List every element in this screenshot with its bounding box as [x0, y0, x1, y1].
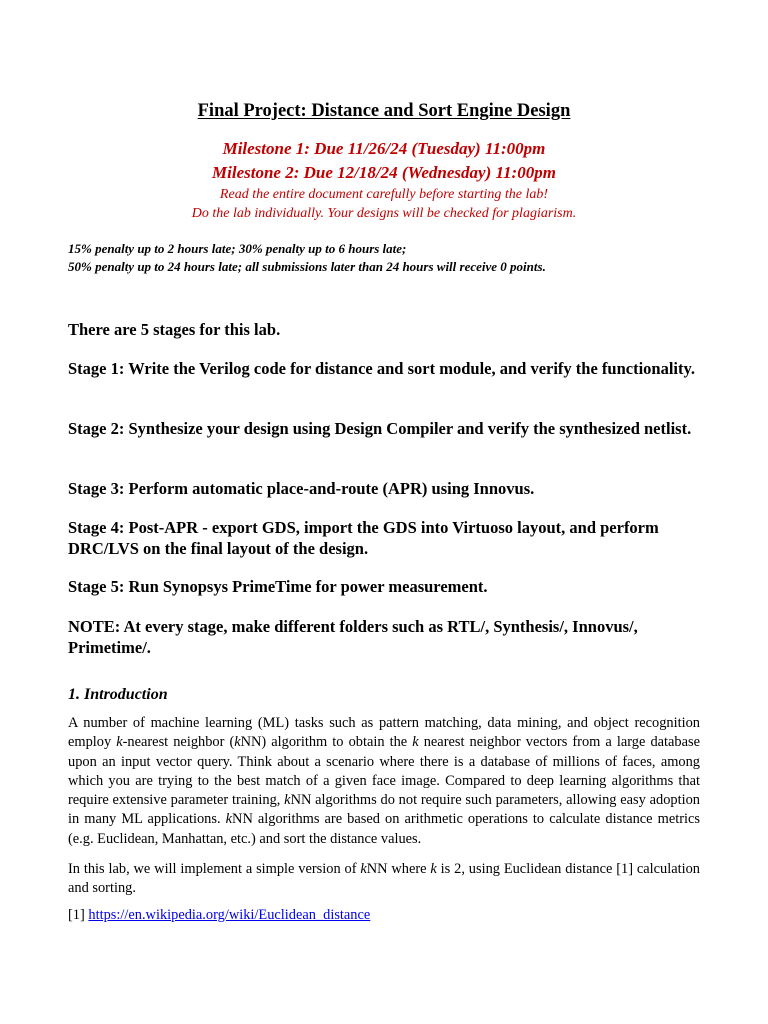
stage-3: Stage 3: Perform automatic place-and-route (APR) using Innovus.	[68, 479, 535, 498]
stage-2: Stage 2: Synthesize your design using Design Compiler and verify the synthesized netlist.	[68, 419, 692, 438]
milestone-2: Milestone 2: Due 12/18/24 (Wednesday) 11:00pm	[212, 163, 556, 182]
stage-5: Stage 5: Run Synopsys PrimeTime for power measurement.	[68, 577, 488, 596]
page-title: Final Project: Distance and Sort Engine Design	[197, 101, 571, 121]
introduction-heading: 1. Introduction	[68, 686, 168, 703]
stage-4: Stage 4: Post-APR - export GDS, import the GDS into Virtuoso layout, and perform DRC/LVS on the final layout of the design.	[68, 518, 659, 558]
reference-line	[68, 906, 700, 925]
introduction-paragraph-2: In this lab, we will implement a simple version of kNN where k is 2, using Euclidean distance [1] calculation and sorting.	[68, 861, 700, 897]
milestone-1: Milestone 1: Due 11/26/24 (Tuesday) 11:00pm	[222, 139, 546, 158]
penalty-line-1: 15% penalty up to 2 hours late; 30% penalty up to 6 hours late;	[68, 241, 407, 256]
introduction-paragraph-1: A number of machine learning (ML) tasks such as pattern matching, data mining, and object recognition employ k-nearest neighbor (kNN) algorithm to obtain the k nearest neighbor vectors from a large database upon an input vector query. Think about a scenario where there is a database of millions of faces, among which you are trying to the best match of a given face image. Compared to deep learning algorithms that require extensive parameter training, kNN algorithms do not require such parameters, allowing easy adoption in many ML applications. kNN algorithms are based on arithmetic operations to calculate distance metrics (e.g. Euclidean, Manhattan, etc.) and sort the distance values.	[68, 715, 700, 847]
stages-intro: There are 5 stages for this lab.	[68, 320, 281, 339]
reference-marker: [1]	[68, 907, 85, 923]
read-carefully-note: Read the entire document carefully before starting the lab!	[219, 187, 549, 202]
plagiarism-note: Do the lab individually. Your designs will be checked for plagiarism.	[191, 206, 577, 221]
penalty-line-2: 50% penalty up to 24 hours late; all submissions later than 24 hours will receive 0 points.	[68, 259, 546, 274]
folders-note: NOTE: At every stage, make different folders such as RTL/, Synthesis/, Innovus/, Primetime/.	[68, 617, 638, 657]
stage-1: Stage 1: Write the Verilog code for distance and sort module, and verify the functionality.	[68, 359, 695, 378]
reference-link[interactable]: https://en.wikipedia.org/wiki/Euclidean_distance	[88, 907, 371, 923]
